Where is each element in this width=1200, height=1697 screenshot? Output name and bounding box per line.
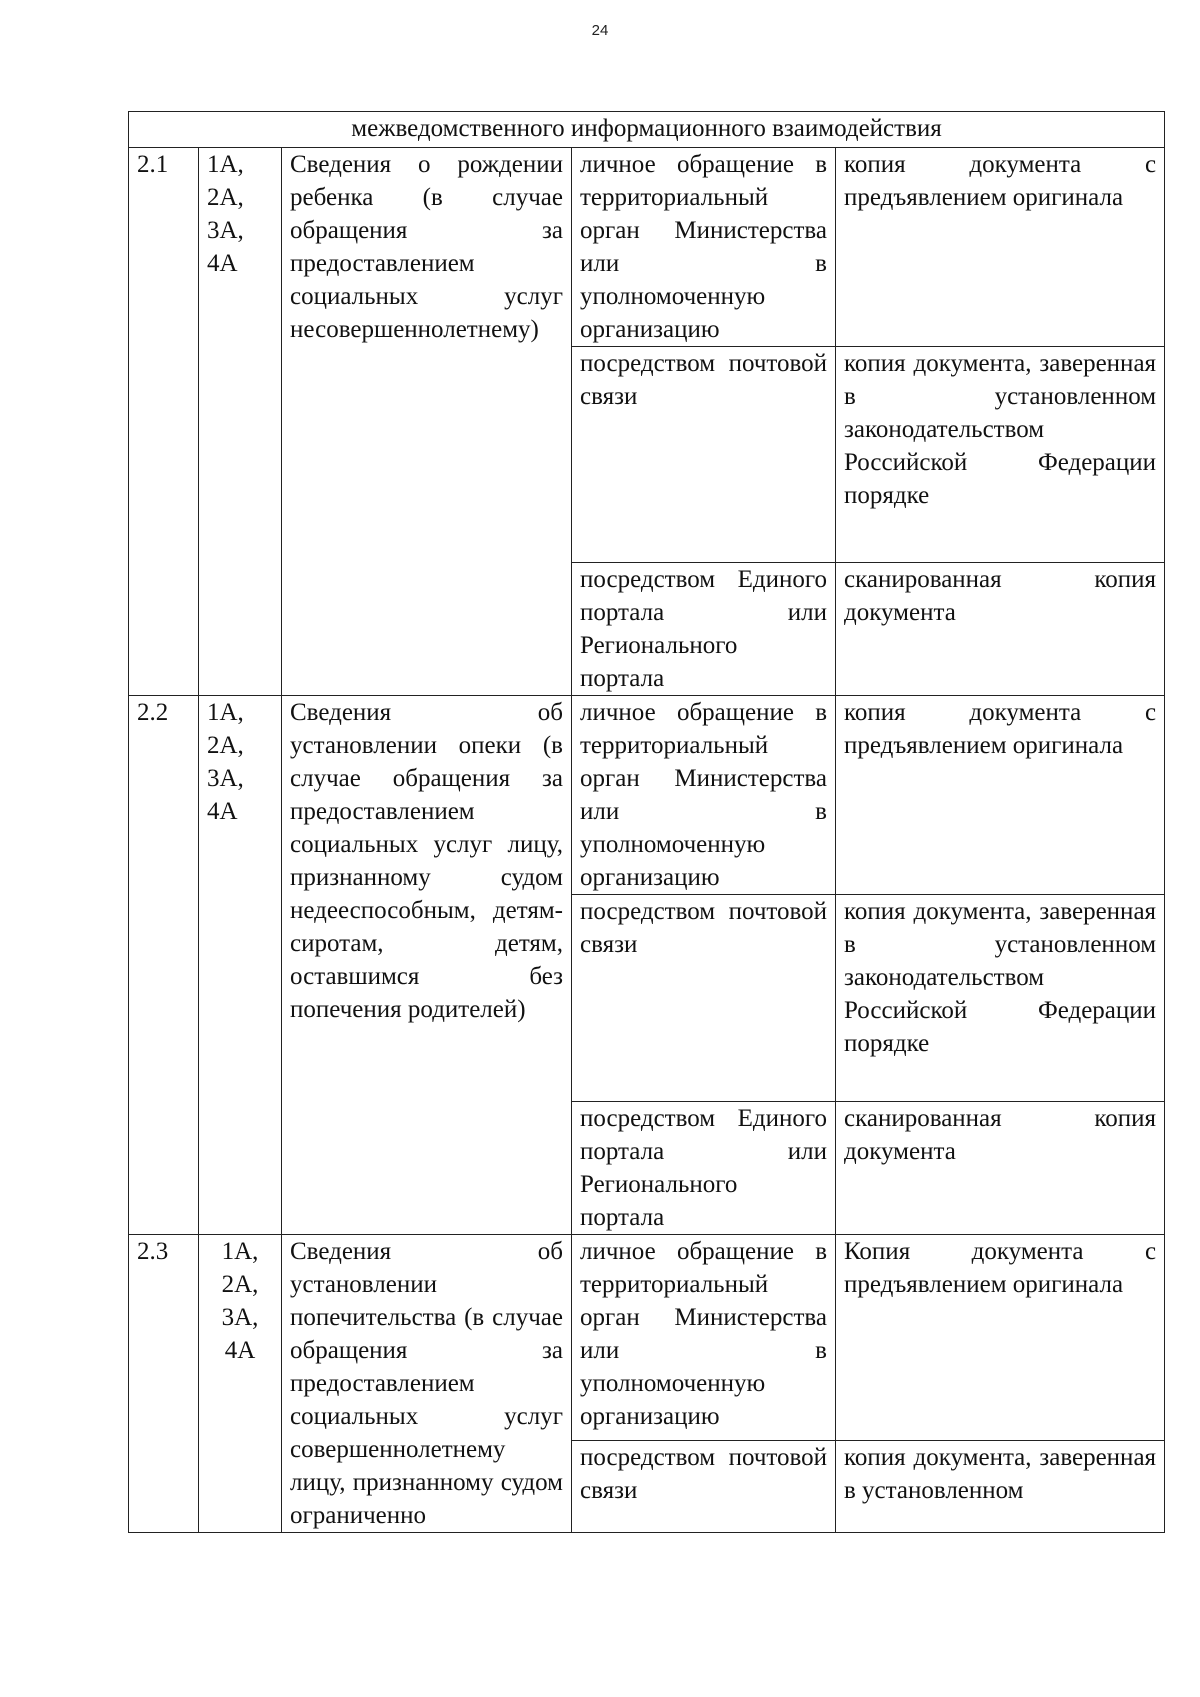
submission-method: посредством почтовой связи [572, 1440, 836, 1532]
document-table [128, 111, 1165, 1533]
table-row [129, 696, 1165, 895]
document-form: копия документа, заверенная в установленном законодательством Российской Федерации порядке [836, 347, 1165, 563]
document-form: копия документа с предъявлением оригинала [836, 696, 1165, 895]
row-codes: 1А, 2А, 3А, 4А [199, 696, 282, 1235]
row-codes: 1А, 2А, 3А, 4А [199, 1235, 282, 1533]
document-name: Сведения об установлении попечительства (в случае обращения за предоставлением социальных услуг совершеннолетнему лицу, признанному судом ограниченно [282, 1235, 572, 1533]
submission-method: посредством Единого портала или Регионального портала [572, 1102, 836, 1235]
document-form: Копия документа с предъявлением оригинала [836, 1235, 1165, 1441]
row-number: 2.3 [129, 1235, 199, 1533]
document-form: сканированная копия документа [836, 1102, 1165, 1235]
table-header: межведомственного информационного взаимодействия [129, 112, 1165, 148]
submission-method: личное обращение в территориальный орган Министерства или в уполномоченную организацию [572, 148, 836, 347]
document-name: Сведения о рождении ребенка (в случае обращения за предоставлением социальных услуг несовершеннолетнему) [282, 148, 572, 696]
page-number: 24 [591, 22, 609, 39]
row-number: 2.1 [129, 148, 199, 696]
document-form: копия документа, заверенная в установленном законодательством Российской Федерации порядке [836, 895, 1165, 1102]
table-row [129, 148, 1165, 347]
row-number: 2.2 [129, 696, 199, 1235]
submission-method: личное обращение в территориальный орган Министерства или в уполномоченную организацию [572, 1235, 836, 1441]
document-form: сканированная копия документа [836, 563, 1165, 696]
document-name: Сведения об установлении опеки (в случае обращения за предоставлением социальных услуг лицу, признанному судом недееспособным, детям-сиротам, детям, оставшимся без попечения родителей) [282, 696, 572, 1235]
document-form: копия документа, заверенная в установленном [836, 1440, 1165, 1532]
submission-method: посредством Единого портала или Регионального портала [572, 563, 836, 696]
row-codes: 1А, 2А, 3А, 4А [199, 148, 282, 696]
table-row [129, 1235, 1165, 1441]
submission-method: посредством почтовой связи [572, 895, 836, 1102]
submission-method: личное обращение в территориальный орган Министерства или в уполномоченную организацию [572, 696, 836, 895]
submission-method: посредством почтовой связи [572, 347, 836, 563]
document-form: копия документа с предъявлением оригинала [836, 148, 1165, 347]
